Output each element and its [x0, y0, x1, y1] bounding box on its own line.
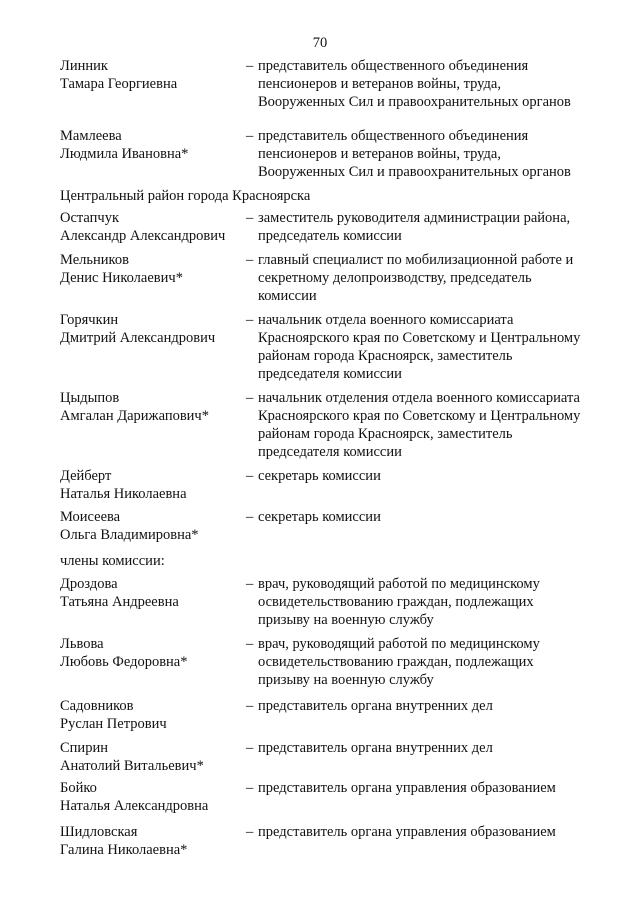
dash-separator: – — [246, 210, 254, 226]
member-entry — [60, 467, 605, 503]
member-role: секретарь комиссии — [258, 468, 381, 484]
member-name: Горячкин Дмитрий Александрович — [60, 312, 216, 346]
member-entry — [60, 251, 605, 305]
dash-separator: – — [246, 390, 254, 406]
dash-separator: – — [246, 636, 254, 652]
member-entry — [60, 739, 605, 775]
member-name: Мамлеева Людмила Ивановна* — [60, 128, 189, 162]
dash-separator: – — [246, 740, 254, 756]
member-role: заместитель руководителя администрации района, председатель комиссии — [258, 210, 571, 244]
section-heading: члены комиссии: — [60, 553, 165, 569]
member-entry — [60, 635, 605, 689]
member-entry — [60, 779, 605, 815]
member-role: представитель органа внутренних дел — [258, 698, 493, 714]
section-heading: Центральный район города Красноярска — [60, 188, 311, 204]
member-role: начальник отделения отдела военного комиссариата Красноярского края по Советскому и Центральному районам города Красноярск, заместитель председателя комиссии — [258, 390, 581, 460]
member-role: секретарь комиссии — [258, 509, 381, 525]
dash-separator: – — [246, 58, 254, 74]
dash-separator: – — [246, 824, 254, 840]
member-role: представитель органа управления образованием — [258, 780, 556, 796]
member-role: врач, руководящий работой по медицинскому освидетельствованию граждан, подлежащих призыву на военную службу — [258, 636, 540, 688]
member-role: представитель общественного объединения пенсионеров и ветеранов войны, труда, Вооруженных Сил и правоохранительных органов — [258, 128, 571, 180]
dash-separator: – — [246, 128, 254, 144]
member-role: главный специалист по мобилизационной работе и секретному делопроизводству, председатель комиссии — [258, 252, 574, 304]
member-role: представитель органа управления образованием — [258, 824, 556, 840]
dash-separator: – — [246, 698, 254, 714]
member-entry — [60, 823, 605, 859]
member-name: Мельников Денис Николаевич* — [60, 252, 183, 286]
member-name: Дейберт Наталья Николаевна — [60, 468, 187, 502]
commission-list — [60, 57, 605, 859]
member-name: Дроздова Татьяна Андреевна — [60, 576, 179, 610]
member-role: врач, руководящий работой по медицинскому освидетельствованию граждан, подлежащих призыву на военную службу — [258, 576, 540, 628]
member-name: Бойко Наталья Александровна — [60, 780, 209, 814]
member-entry — [60, 508, 605, 544]
dash-separator: – — [246, 509, 254, 525]
member-entry — [60, 575, 605, 629]
member-name: Шидловская Галина Николаевна* — [60, 824, 188, 858]
member-name: Цыдыпов Амгалан Дарижапович* — [60, 390, 209, 424]
dash-separator: – — [246, 312, 254, 328]
member-name: Остапчук Александр Александрович — [60, 210, 226, 244]
page-number: 70 — [312, 35, 328, 51]
member-role: начальник отдела военного комиссариата Красноярского края по Советскому и Центральному районам города Красноярск, заместитель председателя комиссии — [258, 312, 581, 382]
member-role: представитель общественного объединения пенсионеров и ветеранов войны, труда, Вооруженных Сил и правоохранительных органов — [258, 58, 571, 110]
dash-separator: – — [246, 780, 254, 796]
member-name: Спирин Анатолий Витальевич* — [60, 740, 204, 774]
member-entry — [60, 697, 605, 733]
member-entry — [60, 57, 605, 111]
member-name: Львова Любовь Федоровна* — [60, 636, 188, 670]
member-entry — [60, 209, 605, 245]
dash-separator: – — [246, 468, 254, 484]
member-entry — [60, 127, 605, 181]
dash-separator: – — [246, 576, 254, 592]
member-entry — [60, 389, 605, 461]
member-name: Линник Тамара Георгиевна — [60, 58, 178, 92]
member-name: Садовников Руслан Петрович — [60, 698, 167, 732]
member-entry — [60, 311, 605, 383]
member-role: представитель органа внутренних дел — [258, 740, 493, 756]
dash-separator: – — [246, 252, 254, 268]
member-name: Моисеева Ольга Владимировна* — [60, 509, 199, 543]
